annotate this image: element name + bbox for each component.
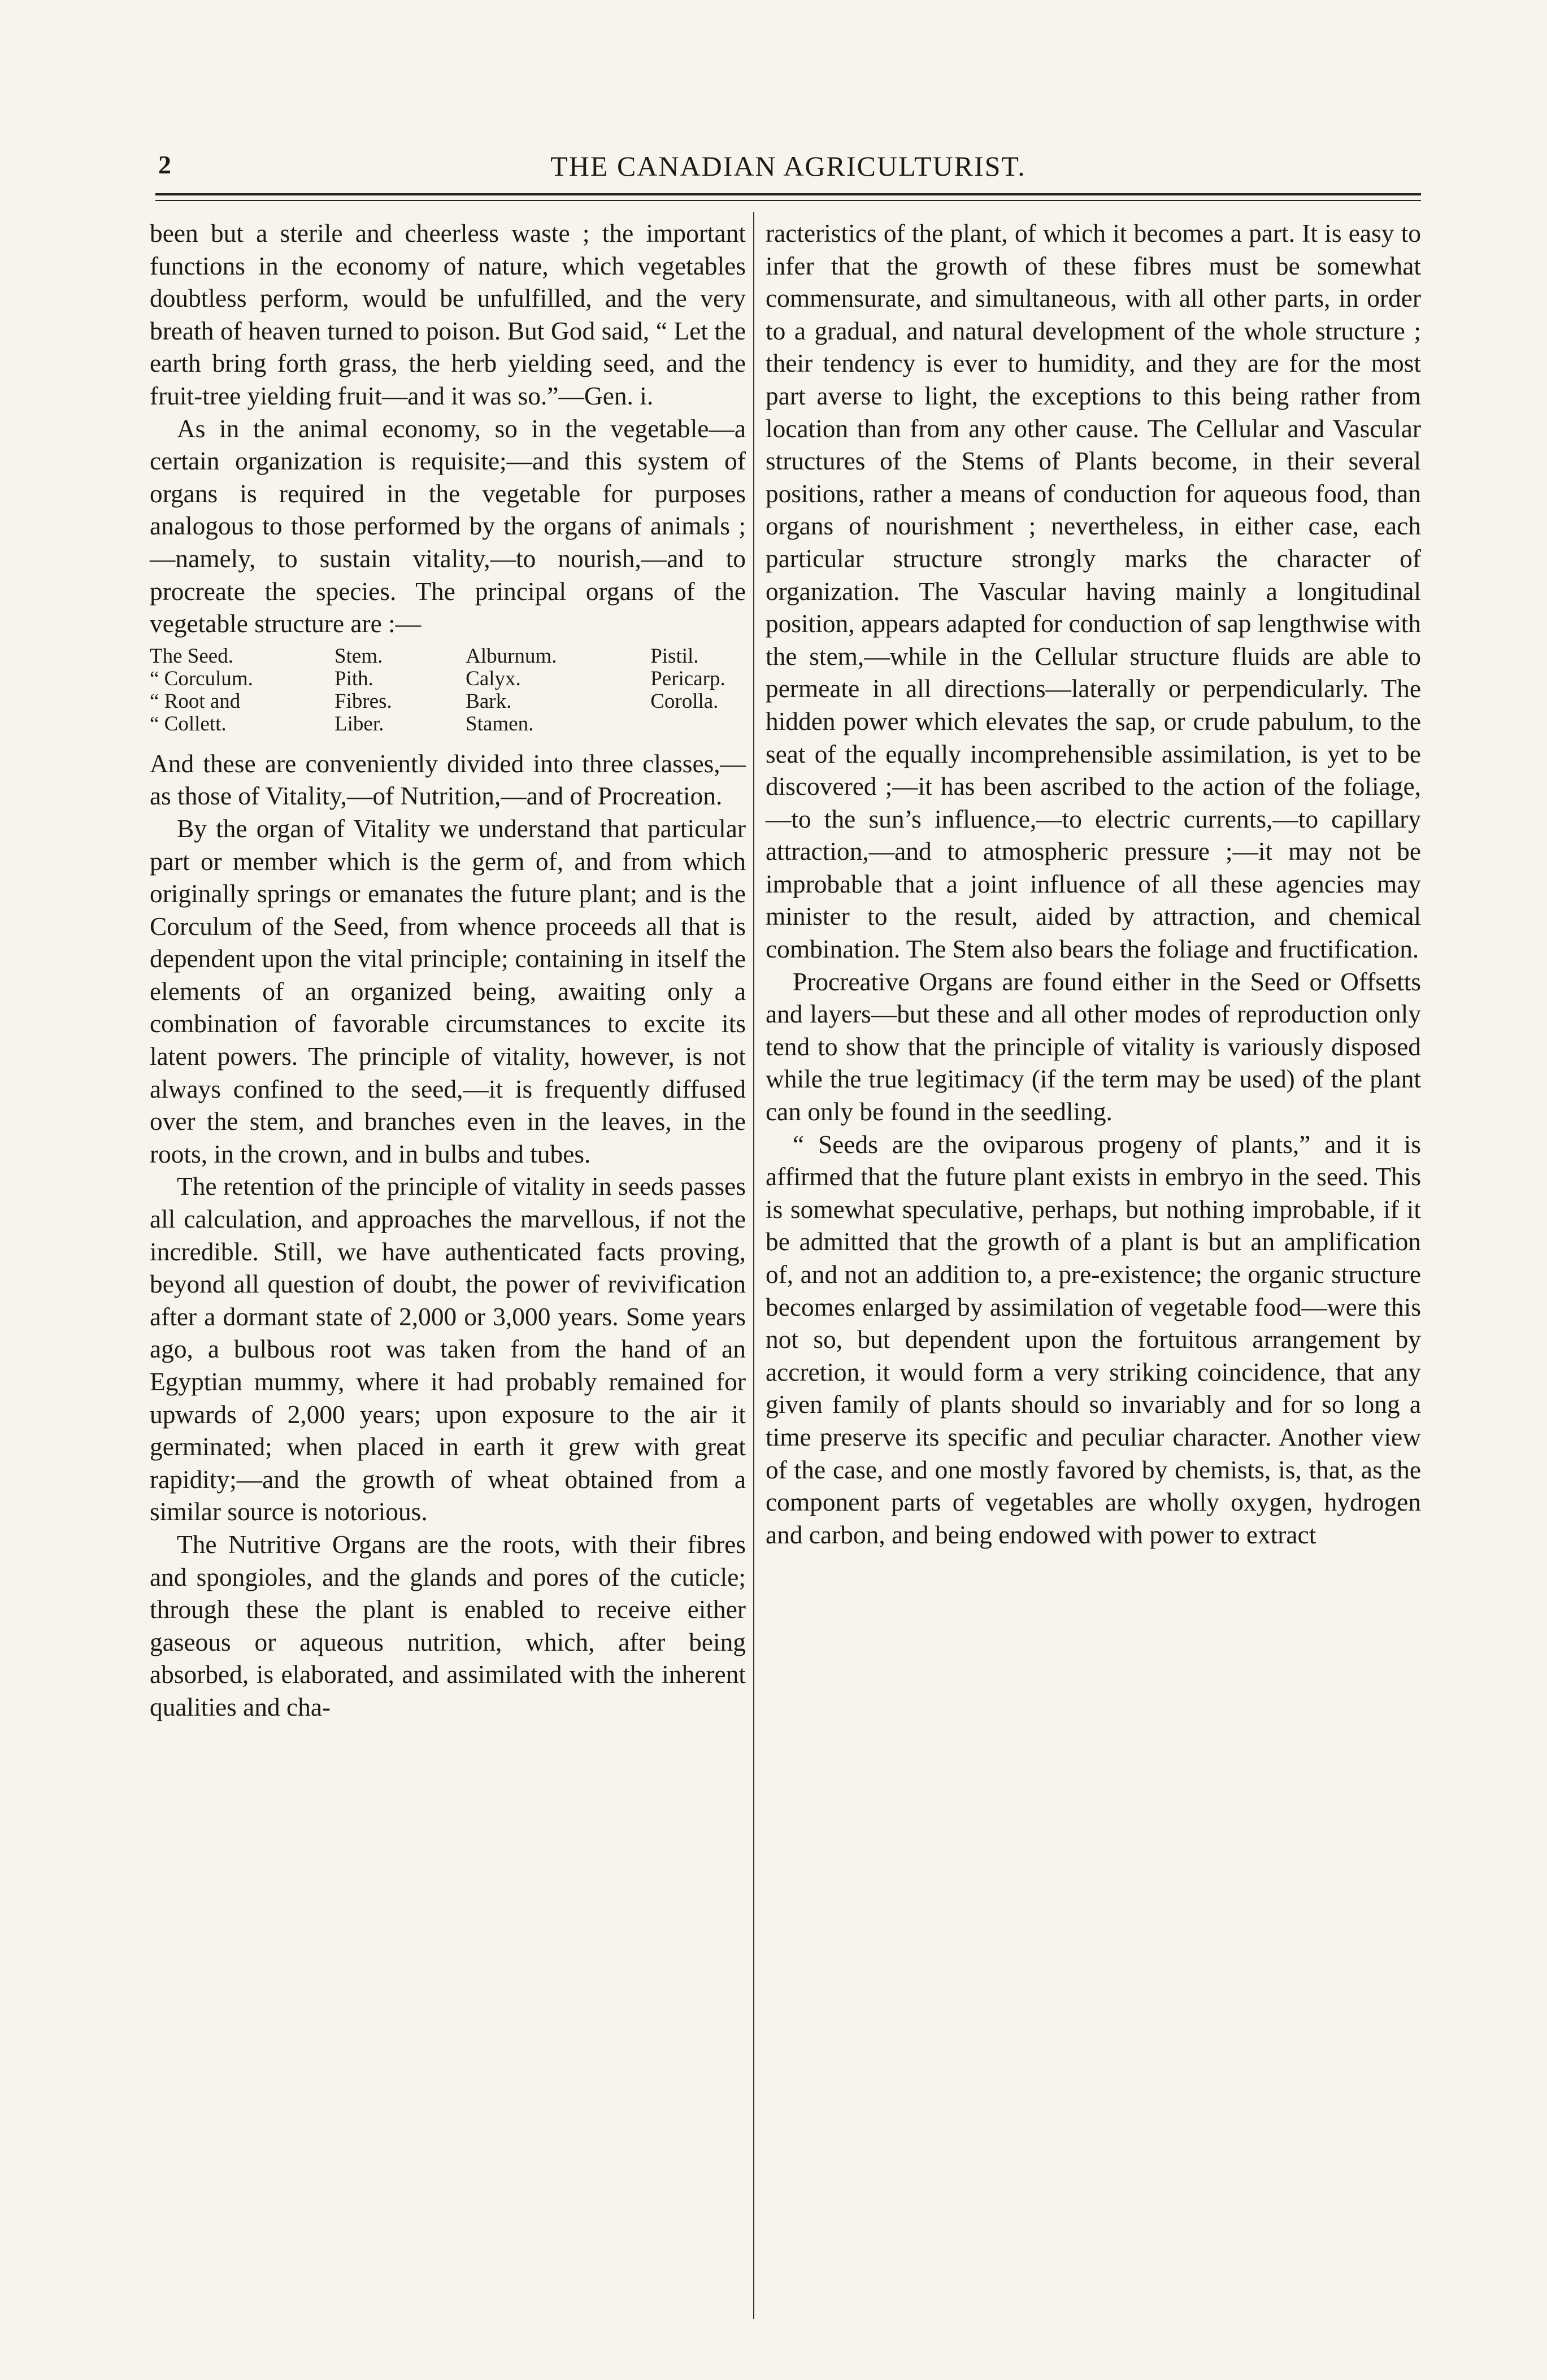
table-cell: Pistil. [650, 644, 699, 668]
running-title: THE CANADIAN AGRICULTURIST. [550, 150, 1026, 182]
table-cell: Corolla. [650, 689, 719, 713]
page-header [158, 150, 1418, 189]
table-cell: Calyx. [466, 667, 521, 690]
table-cell: Bark. [466, 689, 512, 713]
paragraph: And these are conveniently divided into three classes,—as those of Vitality,—of Nutrition,—and of Procreation. [150, 749, 746, 811]
table-cell: Alburnum. [466, 644, 557, 668]
organs-table [150, 645, 746, 736]
table-row [150, 690, 746, 713]
page-number: 2 [158, 150, 171, 179]
table-row [150, 668, 746, 690]
paragraph: As in the animal economy, so in the vegetable—a certain organization is requisite;—and this system of organs is required in the vegetable for purposes analogous to those performed by the organs of animals ;—namely, to sustain vitality,—to nourish,—and to procreate the species. The principal organs of the vegetable structure are :— [150, 414, 746, 638]
header-rule-thick [155, 193, 1421, 195]
paragraph: “ Seeds are the oviparous progeny of plants,” and it is affirmed that the future plant exists in embryo in the seed. This is somewhat speculative, perhaps, but nothing improbable, if it be admitted that the growth of a plant is but an amplification of, and not an addition to, a pre-existence; the organic structure becomes enlarged by assimilation of vegetable food—were this not so, but dependent upon the fortuitous arrangement by accretion, it would form a very striking coincidence, that any given family of plants should so invariably and for so long a time preserve its specific and peculiar character. Another view of the case, and one mostly favored by chemists, is, that, as the component parts of vegetables are wholly oxygen, hydrogen and carbon, and being endowed with power to extract [766, 1130, 1421, 1549]
table-row [150, 645, 746, 668]
table-cell: Fibres. [334, 689, 392, 713]
paragraph: racteristics of the plant, of which it becomes a part. It is easy to infer that the growth of these fibres must be somewhat commensurate, and simultaneous, with all other parts, in order to a gradual, and natural development of the whole structure ; their tendency is ever to humidity, and they are for the most part averse to light, the exceptions to this being rather from location than from any other cause. The Cellular and Vascular structures of the Stems of Plants become, in their several positions, rather a means of conduction for aqueous food, than organs of nourishment ; nevertheless, in either case, each particular structure strongly marks the character of organization. The Vascular having mainly a longitudinal position, appears adapted for conduction of sap lengthwise with the stem,—while in the Cellular structure fluids are able to permeate in all directions—laterally or perpendicularly. The hidden power which elevates the sap, or crude pabulum, to the seat of the equally incomprehensible assimilation, is yet to be discovered ;—it has been ascribed to the action of the foliage,—to the sun’s influence,—to electric currents,—to capillary attraction,—and to atmospheric pressure ;—it may not be improbable that a joint influence of all these agencies may minister to the result, aided by attraction, and chemical combination. The Stem also bears the foliage and fructification. [766, 219, 1421, 964]
header-rule-thin [155, 200, 1421, 201]
table-cell: Pith. [334, 667, 373, 690]
table-cell: Stem. [334, 644, 383, 668]
right-column [766, 217, 1421, 1551]
table-cell: Liber. [334, 712, 384, 736]
table-cell: The Seed. [150, 644, 233, 668]
column-divider [753, 212, 754, 2319]
paragraph: The Nutritive Organs are the roots, with their fibres and spongioles, and the glands and pores of the cuticle; through these the plant is enabled to receive either gaseous or aqueous nutrition, which, after being absorbed, is elaborated, and assimilated with the inherent qualities and cha- [150, 1530, 746, 1721]
table-cell: Stamen. [466, 712, 534, 736]
paragraph: Procreative Organs are found either in the Seed or Offsetts and layers—but these and all other modes of reproduction only tend to show that the principle of vitality is variously disposed while the true legitimacy (if the term may be used) of the plant can only be found in the seedling. [766, 967, 1421, 1126]
table-cell [650, 713, 746, 736]
table-cell: “ Collett. [150, 712, 227, 736]
paragraph: been but a sterile and cheerless waste ; the important functions in the economy of nature, which vegetables doubtless perform, would be unfulfilled, and the very breath of heaven turned to poison. But God said, “ Let the earth bring forth grass, the herb yielding seed, and the fruit-tree yielding fruit—and it was so.”—Gen. i. [150, 219, 746, 410]
table-row [150, 713, 746, 736]
table-cell: “ Root and [150, 689, 241, 713]
paragraph: The retention of the principle of vitality in seeds passes all calculation, and approaches the marvellous, if not the incredible. Still, we have authenticated facts proving, beyond all question of doubt, the power of revivification after a dormant state of 2,000 or 3,000 years. Some years ago, a bulbous root was taken from the hand of an Egyptian mummy, where it had probably remained for upwards of 2,000 years; upon exposure to the air it germinated; when placed in earth it grew with great rapidity;—and the growth of wheat obtained from a similar source is notorious. [150, 1172, 746, 1526]
table-cell: Pericarp. [650, 667, 725, 690]
paragraph: By the organ of Vitality we understand that particular part or member which is the germ of, and from which originally springs or emanates the future plant; and is the Corculum of the Seed, from whence proceeds all that is dependent upon the vital principle; containing in itself the elements of an organized being, awaiting only a combination of favorable circumstances to excite its latent powers. The principle of vitality, however, is not always confined to the seed,—it is frequently diffused over the stem, and branches even in the leaves, in the roots, in the crown, and in bulbs and tubes. [150, 814, 746, 1168]
table-cell: “ Corculum. [150, 667, 253, 690]
left-column [150, 217, 746, 1724]
